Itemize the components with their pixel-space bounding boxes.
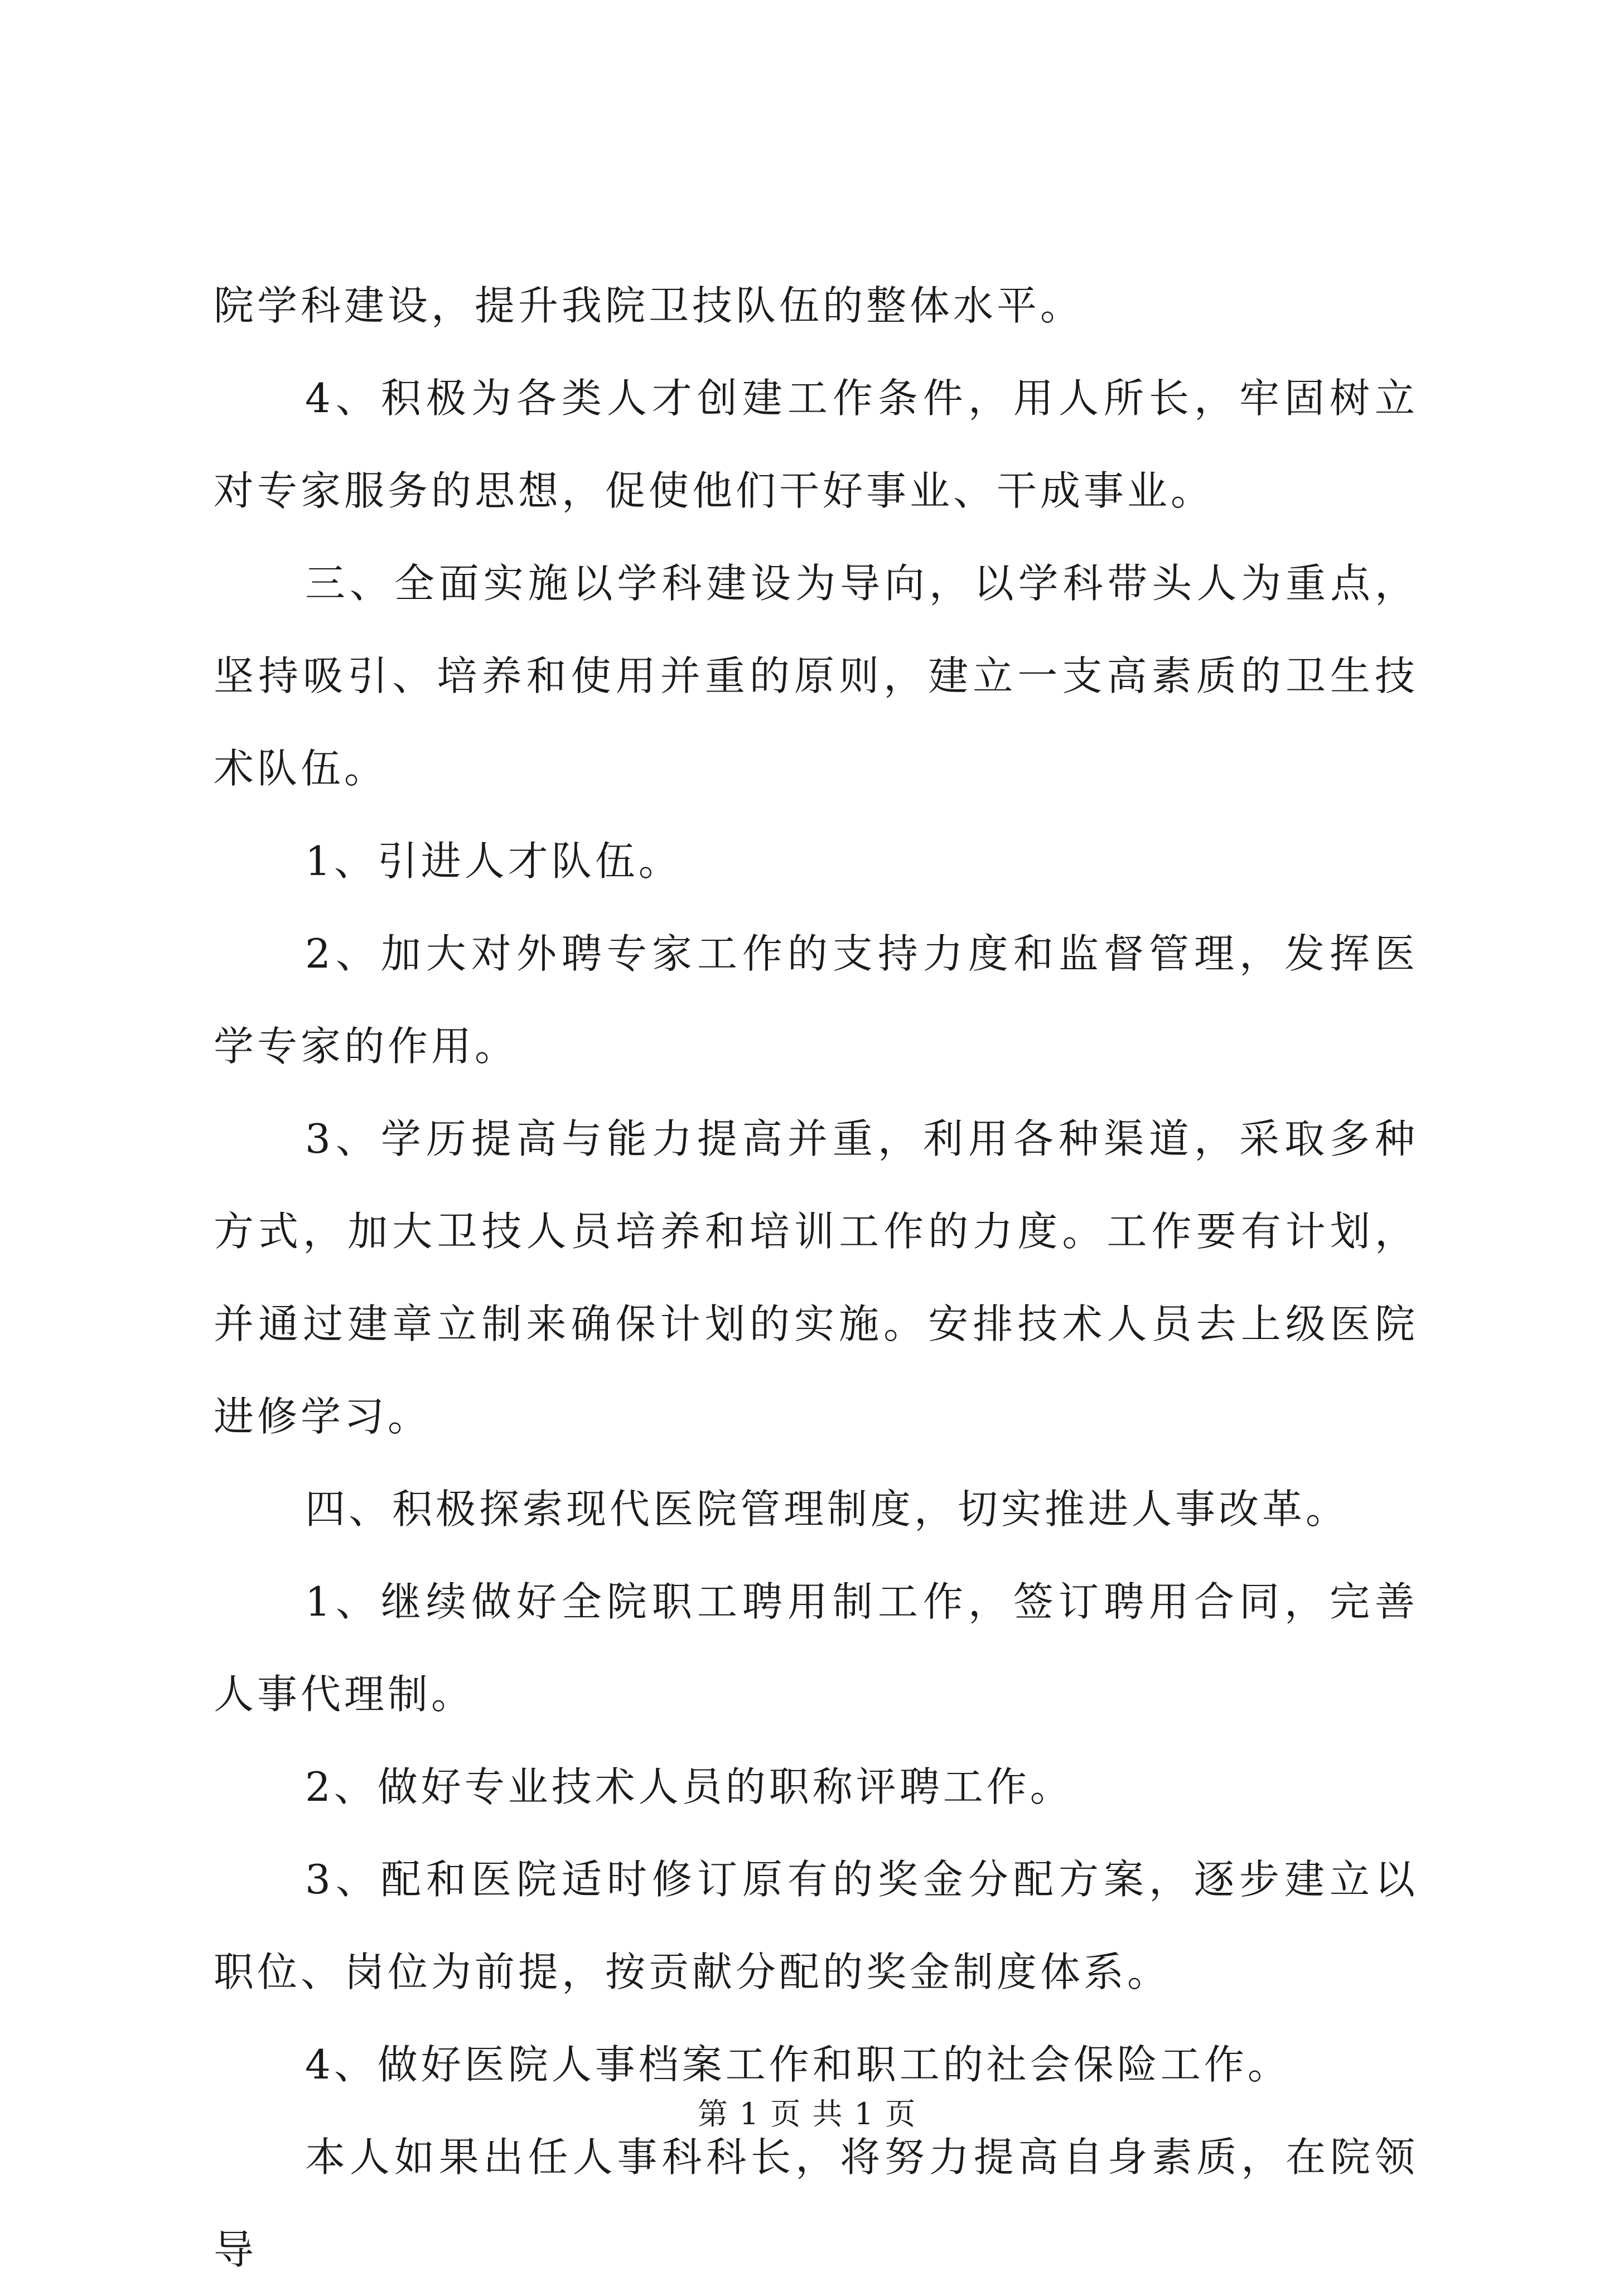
document-body <box>214 259 1418 2296</box>
paragraph: 3、学历提高与能力提高并重，利用各种渠道，采取多种方式，加大卫技人员培养和培训工作的力度。工作要有计划，并通过建章立制来确保计划的实施。安排技术人员去上级医院进修学习。 <box>214 1115 1418 1440</box>
paragraph: 本人如果出任人事科科长，将努力提高自身素质，在院领导 <box>214 2134 1418 2273</box>
paragraph: 2、做好专业技术人员的职称评聘工作。 <box>305 1763 1074 1810</box>
paragraph: 1、继续做好全院职工聘用制工作，签订聘用合同，完善人事代理制。 <box>214 1578 1418 1718</box>
paragraph: 4、做好医院人事档案工作和职工的社会保险工作。 <box>305 2041 1291 2088</box>
paragraph: 四、积极探索现代医院管理制度，切实推进人事改革。 <box>305 1486 1350 1533</box>
paragraph: 2、加大对外聘专家工作的支持力度和监督管理，发挥医学专家的作用。 <box>214 930 1418 1070</box>
paragraph: 三、全面实施以学科建设为导向，以学科带头人为重点，坚持吸引、培养和使用并重的原则，建立一支高素质的卫生技术队伍。 <box>214 560 1418 792</box>
paragraph: 院学科建设，提升我院卫技队伍的整体水平。 <box>214 282 1084 329</box>
paragraph: 3、配和医院适时修订原有的奖金分配方案，逐步建立以职位、岗位为前提，按贡献分配的奖金制度体系。 <box>214 1856 1418 1995</box>
paragraph: 4、积极为各类人才创建工作条件，用人所长，牢固树立对专家服务的思想，促使他们干好事业、干成事业。 <box>214 375 1418 514</box>
page-footer: 第 1 页 共 1 页 <box>697 2096 917 2131</box>
paragraph: 1、引进人才队伍。 <box>305 838 682 884</box>
